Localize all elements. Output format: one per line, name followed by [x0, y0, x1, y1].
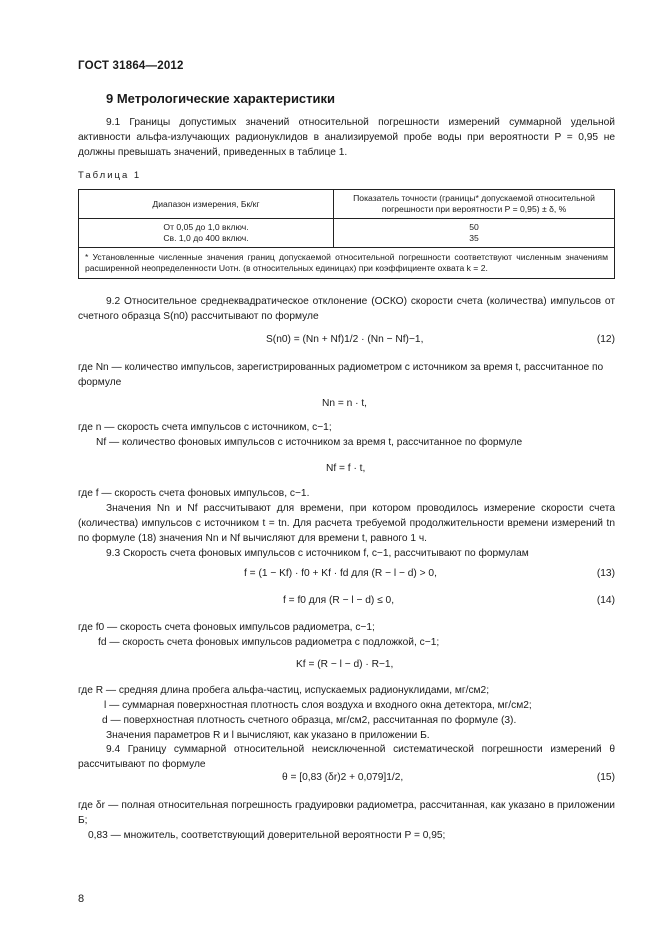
definition-l: l — суммарная поверхностная плотность слоя воздуха и входного окна детектора, мг/см2; — [104, 700, 532, 711]
formula-14-number: (14) — [596, 595, 615, 606]
formula-kf: Kf = (R − l − d) · R−1, — [296, 659, 394, 670]
table-row — [79, 219, 615, 248]
table-footnote: * Установленные численные значения границ допускаемой относительной погрешности соответствуют численным значениям расширенной неопределенности Uотн. (в относительных единицах) при коэффициенте охвата k = 2. — [79, 248, 615, 279]
table-caption: Таблица 1 — [78, 170, 142, 181]
paragraph-9-1: 9.1 Границы допустимых значений относительной погрешности измерений суммарной удельной активности альфа-излучающих радионуклидов в анализируемой пробе воды при вероятности P = 0,95 не должны превышать значений, приведенных в таблице 1. — [78, 117, 615, 158]
range-1: От 0,05 до 1,0 включ. — [163, 222, 249, 232]
definition-n: где n — скорость счета импульсов с источником, с−1; — [78, 422, 332, 433]
paragraph-r-l: Значения параметров R и l вычисляют, как указано в приложении Б. — [106, 730, 430, 741]
definition-fd: fd — скорость счета фоновых импульсов радиометра с подложкой, с−1; — [98, 637, 440, 648]
paragraph-9-4: 9.4 Границу суммарной относительной неисключенной систематической погрешности измерений θ рассчитывают по формуле — [78, 744, 615, 770]
formula-15: θ = [0,83 (δr)2 + 0,079]1/2, — [282, 772, 404, 783]
value-2: 35 — [469, 233, 479, 243]
paragraph-9-3: 9.3 Скорость счета фоновых импульсов с источником f, с−1, рассчитывают по формулам — [106, 548, 529, 559]
section-title: 9 Метрологические характеристики — [106, 91, 336, 106]
formula-nn: Nn = n · t, — [322, 398, 368, 409]
table-footnote-row — [79, 248, 615, 279]
definition-083: 0,83 — множитель, соответствующий доверительной вероятности P = 0,95; — [88, 830, 446, 841]
value-1: 50 — [469, 222, 479, 232]
formula-nf: Nf = f · t, — [326, 463, 366, 474]
definition-d: d — поверхностная плотность счетного образца, мг/см2, рассчитанная по формуле (3). — [102, 715, 517, 726]
definition-nf: Nf — количество фоновых импульсов с источником за время t, рассчитанное по формуле — [96, 437, 523, 448]
formula-13: f = (1 − Kf) · f0 + Kf · fd для (R − l − d) > 0, — [244, 568, 437, 579]
formula-12: S(n0) = (Nn + Nf)1/2 · (Nn − Nf)−1, — [266, 334, 424, 345]
table-header-row — [79, 190, 615, 219]
formula-14: f = f0 для (R − l − d) ≤ 0, — [283, 595, 395, 606]
col-accuracy-header: Показатель точности (границы* допускаемой относительной погрешности при вероятности P = 0,95) ± δ, % — [334, 190, 615, 219]
paragraph-9-2: 9.2 Относительное среднеквадратическое отклонение (ОСКО) скорости счета (количества) импульсов от счетного образца S(n0) рассчитывают по формуле — [78, 296, 615, 322]
accuracy-table — [78, 189, 615, 279]
definition-R: где R — средняя длина пробега альфа-частиц, испускаемых радионуклидами, мг/см2; — [78, 685, 490, 696]
formula-12-number: (12) — [596, 334, 615, 345]
document-header: ГОСТ 31864—2012 — [78, 60, 184, 72]
paragraph-values: Значения Nn и Nf рассчитывают для времени, при котором проводилось измерение скорости счета (количества) импульсов с источником t = tn. Для расчета требуемой продолжительности времени измерений tn по формуле (18) значения Nn и Nf вычисляют для времени t, равного 1 ч. — [78, 503, 615, 544]
formula-13-number: (13) — [596, 568, 615, 579]
definition-f0: где f0 — скорость счета фоновых импульсов радиометра, с−1; — [78, 622, 375, 633]
value-cell — [334, 219, 615, 248]
formula-15-number: (15) — [596, 772, 615, 783]
col-range-header: Диапазон измерения, Бк/кг — [79, 190, 334, 219]
range-2: Св. 1,0 до 400 включ. — [163, 233, 249, 243]
definition-delta-r: где δr — полная относительная погрешность градуировки радиометра, рассчитанная, как указано в приложении Б; — [78, 800, 615, 826]
page-number: 8 — [78, 893, 85, 905]
definition-f: где f — скорость счета фоновых импульсов, с−1. — [78, 488, 310, 499]
range-cell — [79, 219, 334, 248]
definition-nn: где Nn — количество импульсов, зарегистрированных радиометром с источником за время t, рассчитанное по формуле — [78, 362, 604, 388]
